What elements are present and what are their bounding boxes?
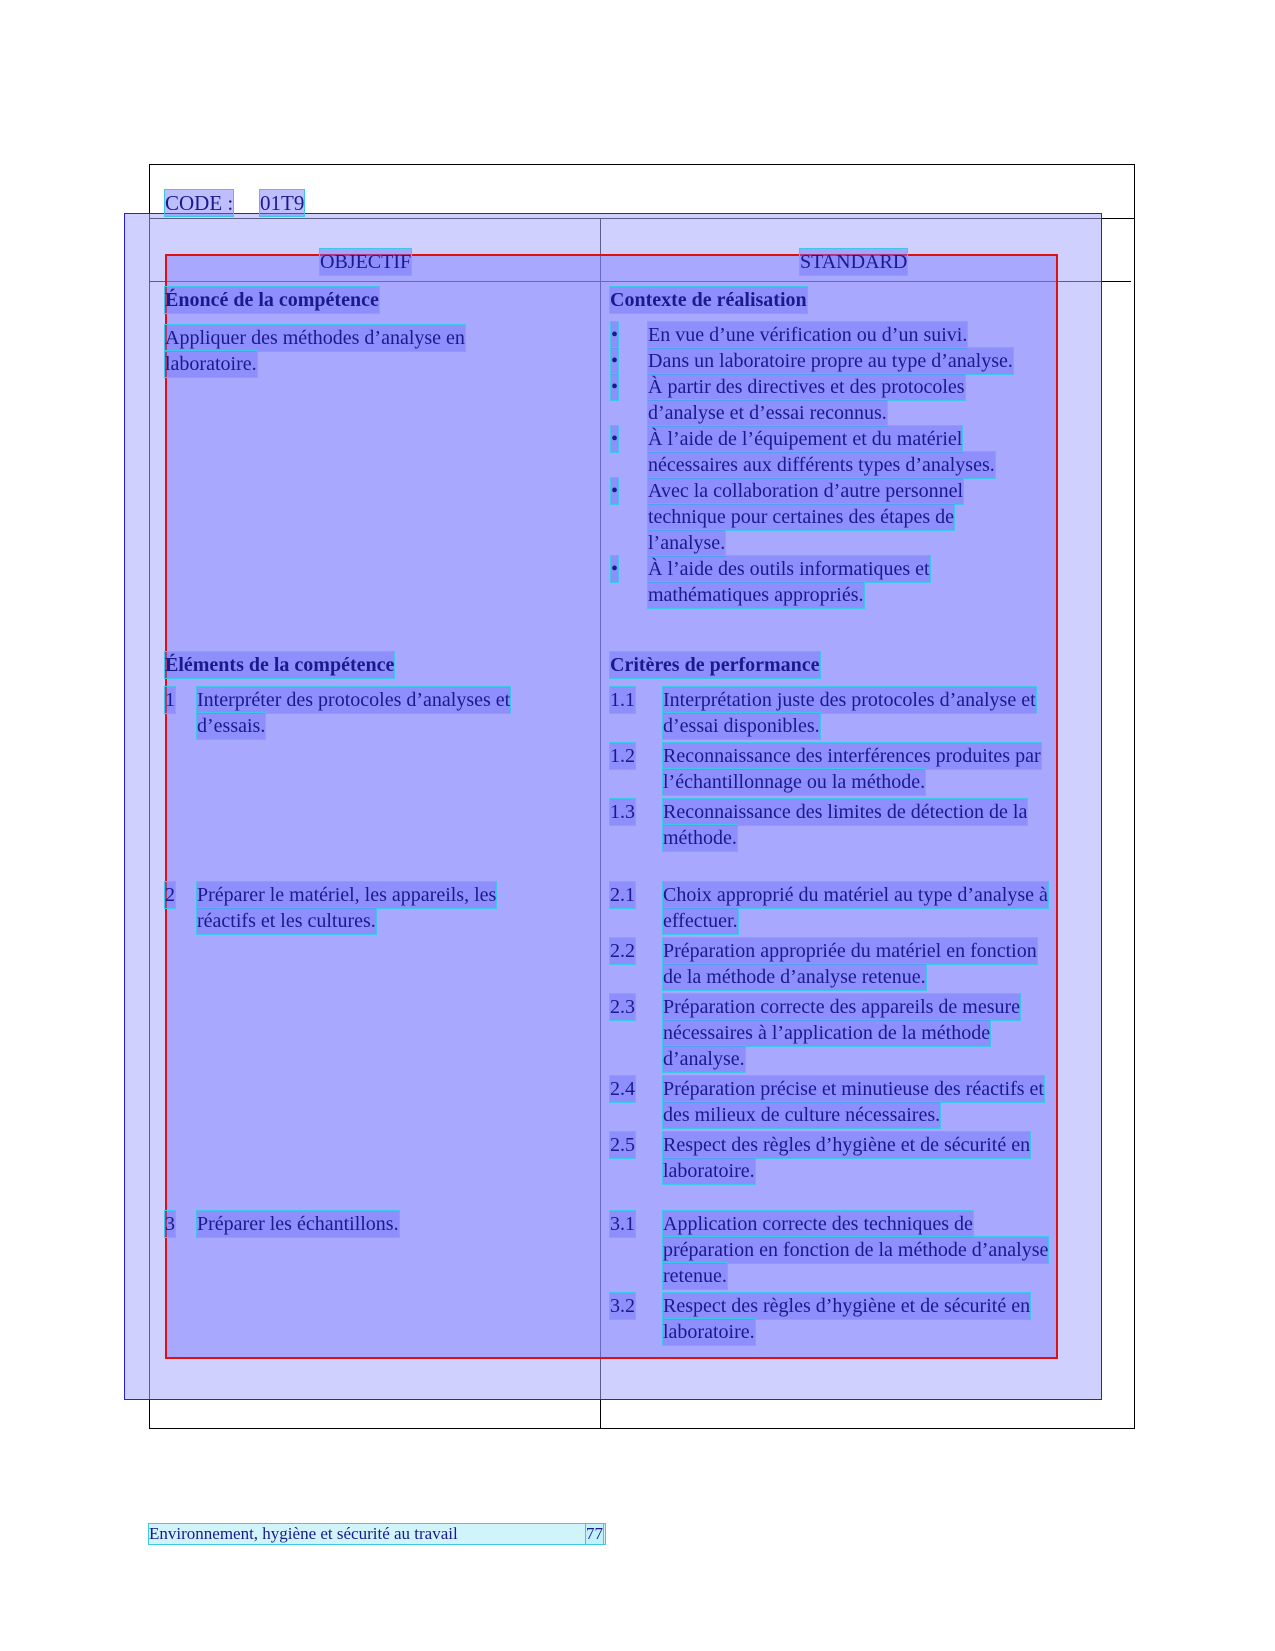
critere-number: 1.3 — [610, 801, 635, 823]
contexte-line: technique pour certaines des étapes de — [648, 506, 954, 528]
critere-line: Interprétation juste des protocoles d’analyse et — [663, 689, 1036, 711]
contexte-line: En vue d’une vérification ou d’un suivi. — [648, 324, 968, 346]
critere-line: d’essai disponibles. — [663, 715, 820, 737]
critere-line: méthode. — [663, 827, 737, 849]
element-line: Interpréter des protocoles d’analyses et — [197, 689, 511, 711]
element-number: 3 — [165, 1213, 175, 1235]
critere-line: Respect des règles d’hygiène et de sécurité en — [663, 1134, 1031, 1156]
critere-line: de la méthode d’analyse retenue. — [663, 966, 926, 988]
critere-number: 2.5 — [610, 1134, 635, 1156]
critere-line: Respect des règles d’hygiène et de sécurité en — [663, 1295, 1031, 1317]
critere-line: l’échantillonnage ou la méthode. — [663, 771, 926, 793]
critere-line: effectuer. — [663, 910, 738, 932]
contexte-line: Avec la collaboration d’autre personnel — [648, 480, 964, 502]
element-line: Préparer les échantillons. — [197, 1213, 399, 1235]
element-number: 2 — [165, 884, 175, 906]
contexte-line: d’analyse et d’essai reconnus. — [648, 402, 887, 424]
critere-line: Application correcte des techniques de — [663, 1213, 973, 1235]
code-label: CODE : — [165, 191, 234, 215]
critere-line: Préparation appropriée du matériel en fonction — [663, 940, 1037, 962]
contexte-line: nécessaires aux différents types d’analyses. — [648, 454, 995, 476]
contexte-line: À l’aide des outils informatiques et — [648, 558, 930, 580]
page-number: 77 — [586, 1524, 603, 1543]
critere-line: nécessaires à l’application de la méthode — [663, 1022, 991, 1044]
critere-number: 3.2 — [610, 1295, 635, 1317]
elements-heading: Éléments de la compétence — [165, 654, 395, 676]
header-objectif: OBJECTIF — [320, 251, 412, 273]
critere-number: 2.4 — [610, 1078, 635, 1100]
contexte-line: Dans un laboratoire propre au type d’analyse. — [648, 350, 1013, 372]
bullet-icon: • — [611, 350, 619, 372]
critere-number: 3.1 — [610, 1213, 635, 1235]
element-line: Préparer le matériel, les appareils, les — [197, 884, 497, 906]
footer-text: Environnement, hygiène et sécurité au travail — [149, 1524, 605, 1544]
bullet-icon: • — [611, 376, 619, 398]
contexte-line: mathématiques appropriés. — [648, 584, 864, 606]
bullet-icon: • — [611, 428, 619, 450]
element-number: 1 — [165, 689, 175, 711]
critere-line: Préparation précise et minutieuse des réactifs et — [663, 1078, 1044, 1100]
critere-line: préparation en fonction de la méthode d’analyse — [663, 1239, 1049, 1261]
critere-line: laboratoire. — [663, 1321, 755, 1343]
enonce-line: Appliquer des méthodes d’analyse en — [165, 327, 465, 349]
critere-line: Reconnaissance des limites de détection de la — [663, 801, 1028, 823]
critere-number: 1.2 — [610, 745, 635, 767]
contexte-line: À partir des directives et des protocoles — [648, 376, 965, 398]
contexte-line: l’analyse. — [648, 532, 726, 554]
criteres-heading: Critères de performance — [610, 654, 820, 676]
code-value: 01T9 — [260, 191, 305, 215]
critere-line: Préparation correcte des appareils de mesure — [663, 996, 1021, 1018]
enonce-heading: Énoncé de la compétence — [165, 289, 379, 311]
contexte-line: À l’aide de l’équipement et du matériel — [648, 428, 963, 450]
critere-line: des milieux de culture nécessaires. — [663, 1104, 941, 1126]
critere-number: 2.1 — [610, 884, 635, 906]
enonce-line: laboratoire. — [165, 353, 257, 375]
bullet-icon: • — [611, 480, 619, 502]
critere-line: retenue. — [663, 1265, 727, 1287]
contexte-heading: Contexte de réalisation — [610, 289, 807, 311]
critere-line: Reconnaissance des interférences produites par — [663, 745, 1041, 767]
bullet-icon: • — [611, 558, 619, 580]
element-line: d’essais. — [197, 715, 266, 737]
critere-line: Choix approprié du matériel au type d’analyse à — [663, 884, 1048, 906]
critere-line: laboratoire. — [663, 1160, 755, 1182]
header-standard: STANDARD — [800, 251, 908, 273]
critere-number: 2.2 — [610, 940, 635, 962]
critere-number: 1.1 — [610, 689, 635, 711]
element-line: réactifs et les cultures. — [197, 910, 376, 932]
bullet-icon: • — [611, 324, 619, 346]
critere-line: d’analyse. — [663, 1048, 745, 1070]
critere-number: 2.3 — [610, 996, 635, 1018]
